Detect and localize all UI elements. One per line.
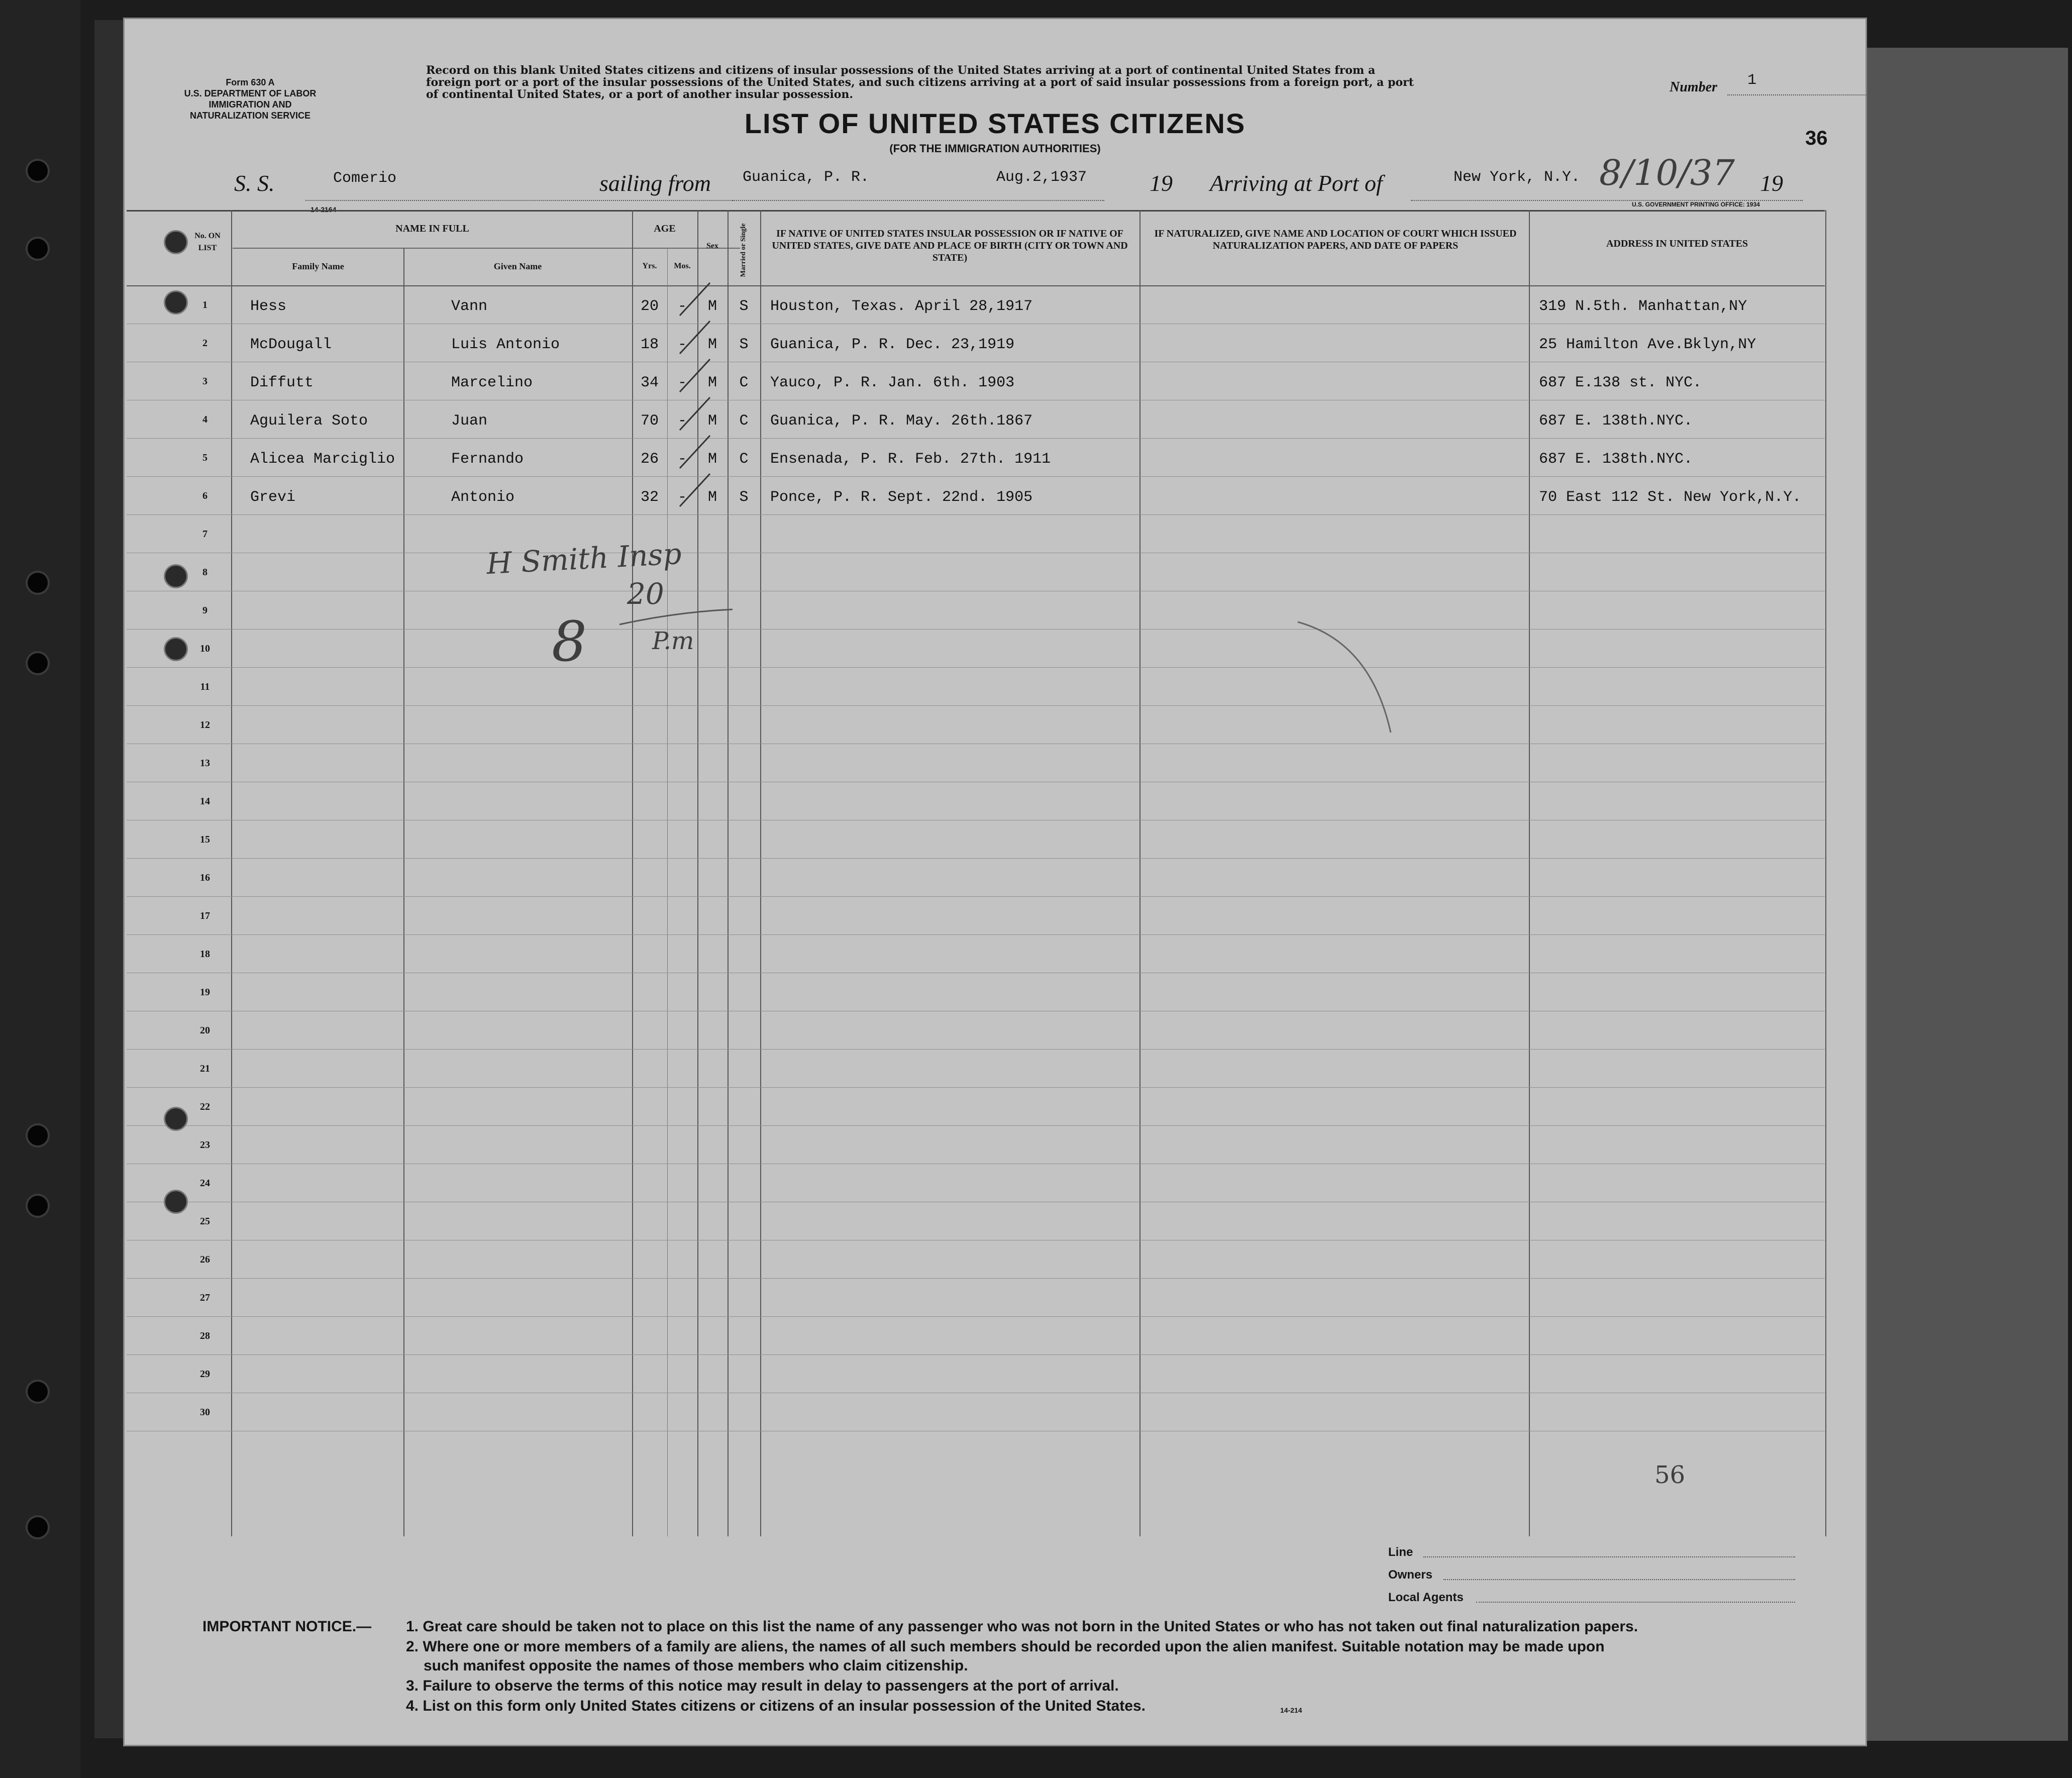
passenger-marital: S bbox=[739, 298, 749, 315]
passenger-marital: C bbox=[739, 451, 749, 468]
passenger-mos: - bbox=[677, 451, 687, 468]
row-number: 18 bbox=[200, 949, 210, 960]
row-number: 10 bbox=[200, 643, 210, 654]
binder-hole bbox=[28, 653, 48, 673]
arriving-label: Arriving at Port of bbox=[1210, 170, 1383, 196]
passenger-sex: M bbox=[707, 489, 717, 506]
col-divider bbox=[728, 210, 729, 1536]
passenger-mos: - bbox=[677, 336, 687, 353]
passenger-address: 687 E.138 st. NYC. bbox=[1539, 374, 1702, 391]
passenger-address: 70 East 112 St. New York,N.Y. bbox=[1539, 489, 1802, 506]
row-number: 2 bbox=[202, 338, 208, 349]
passenger-yrs: 70 bbox=[640, 412, 659, 430]
check-mark bbox=[675, 278, 715, 318]
passenger-sex: M bbox=[707, 336, 717, 353]
notice-2-cont: such manifest opposite the names of those members who claim citizenship. bbox=[424, 1657, 968, 1674]
passenger-birth: Yauco, P. R. Jan. 6th. 1903 bbox=[770, 374, 1015, 391]
row-rule bbox=[127, 476, 1825, 477]
passenger-address: 25 Hamilton Ave.Bklyn,NY bbox=[1539, 336, 1756, 353]
row-number: 7 bbox=[202, 529, 208, 540]
owners-label: Owners bbox=[1388, 1568, 1433, 1582]
binder-hole bbox=[28, 1125, 48, 1145]
punch-hole bbox=[164, 564, 188, 588]
passenger-yrs: 20 bbox=[640, 298, 659, 315]
ss-label: S. S. bbox=[234, 170, 275, 196]
passenger-birth: Ensenada, P. R. Feb. 27th. 1911 bbox=[770, 451, 1051, 468]
arrival-date-handwritten: 8/10/37 bbox=[1599, 152, 1735, 193]
passenger-address: 687 E. 138th.NYC. bbox=[1539, 412, 1693, 430]
ship-name: Comerio bbox=[333, 170, 397, 187]
local-agents-label: Local Agents bbox=[1388, 1591, 1464, 1604]
row-number: 27 bbox=[200, 1292, 210, 1303]
passenger-given: Marcelino bbox=[451, 374, 533, 391]
number-label: Number bbox=[1670, 79, 1717, 95]
passenger-sex: M bbox=[707, 412, 717, 430]
page-stamp: 36 bbox=[1805, 127, 1828, 149]
printer-code: 14-2164 bbox=[310, 205, 337, 214]
header-yrs: Yrs. bbox=[642, 262, 657, 270]
binder-hole bbox=[28, 573, 48, 593]
notice-title: IMPORTANT NOTICE.— bbox=[202, 1618, 372, 1635]
check-mark bbox=[675, 469, 715, 509]
intro-paragraph bbox=[426, 64, 1712, 100]
row-rule bbox=[127, 1125, 1825, 1126]
row-rule bbox=[127, 705, 1825, 706]
number-value: 1 bbox=[1747, 72, 1757, 89]
passenger-yrs: 32 bbox=[640, 489, 659, 506]
header-no-on-list: No. ON LIST bbox=[194, 232, 221, 252]
punch-hole bbox=[164, 1107, 188, 1131]
row-number: 21 bbox=[200, 1063, 210, 1074]
passenger-address: 687 E. 138th.NYC. bbox=[1539, 451, 1693, 468]
passenger-mos: - bbox=[677, 489, 687, 506]
row-rule bbox=[127, 667, 1825, 668]
header-bottom-border bbox=[127, 285, 1825, 286]
passenger-given: Vann bbox=[451, 298, 488, 315]
row-number: 15 bbox=[200, 834, 210, 845]
row-number: 20 bbox=[200, 1025, 210, 1036]
col-divider bbox=[403, 248, 404, 1536]
header-sex: Sex bbox=[706, 242, 718, 250]
binder-hole bbox=[28, 1382, 48, 1402]
header-mos: Mos. bbox=[674, 262, 691, 270]
header-married-single: Married or Single bbox=[740, 223, 747, 277]
passenger-yrs: 18 bbox=[640, 336, 659, 353]
dept-line: NATURALIZATION SERVICE bbox=[189, 111, 310, 121]
year-label-1: 19 bbox=[1150, 170, 1173, 196]
row-rule bbox=[127, 629, 1825, 630]
punch-hole bbox=[164, 290, 188, 315]
passenger-given: Fernando bbox=[451, 451, 524, 468]
row-number: 25 bbox=[200, 1216, 210, 1227]
row-rule bbox=[127, 1316, 1825, 1317]
row-rule bbox=[127, 934, 1825, 935]
row-number: 30 bbox=[200, 1407, 210, 1418]
passenger-yrs: 26 bbox=[640, 451, 659, 468]
handwritten-stroke bbox=[617, 602, 738, 632]
header-given-name: Given Name bbox=[493, 261, 542, 271]
date-sailed: Aug.2,1937 bbox=[996, 169, 1087, 186]
row-number: 19 bbox=[200, 987, 210, 998]
row-rule bbox=[127, 438, 1825, 439]
handwritten-initials: P.m bbox=[652, 627, 694, 655]
arrival-port: New York, N.Y. bbox=[1454, 169, 1581, 186]
row-number: 26 bbox=[200, 1254, 210, 1265]
row-number: 3 bbox=[202, 376, 208, 387]
passenger-mos: - bbox=[677, 298, 687, 315]
from-port: Guanica, P. R. bbox=[743, 169, 870, 186]
passenger-given: Luis Antonio bbox=[451, 336, 560, 353]
line-label: Line bbox=[1388, 1545, 1413, 1559]
row-number: 8 bbox=[202, 567, 208, 578]
passenger-sex: M bbox=[707, 374, 717, 391]
passenger-marital: S bbox=[739, 336, 749, 353]
passenger-given: Antonio bbox=[451, 489, 515, 506]
row-rule bbox=[127, 896, 1825, 897]
gpo-line: U.S. GOVERNMENT PRINTING OFFICE: 1934 bbox=[1632, 201, 1760, 208]
passenger-family: Hess bbox=[250, 298, 287, 315]
row-number: 17 bbox=[200, 910, 210, 921]
number-line bbox=[1727, 94, 1898, 95]
owners-field bbox=[1443, 1579, 1795, 1580]
row-number: 29 bbox=[200, 1369, 210, 1380]
col-divider bbox=[1825, 210, 1826, 1536]
form-code: 14-214 bbox=[1280, 1706, 1302, 1714]
sheet-number-handwritten: 56 bbox=[1654, 1461, 1686, 1489]
punch-hole bbox=[164, 637, 188, 661]
subheader-border bbox=[233, 248, 740, 249]
header-name-in-full: NAME IN FULL bbox=[395, 223, 469, 234]
intro-line: foreign port or a port of the insular possessions of the United States, and such citizens arriving at a port of said insular possessions from a foreign port, a port bbox=[426, 76, 1414, 89]
passenger-family: Grevi bbox=[250, 489, 296, 506]
passenger-family: Aguilera Soto bbox=[250, 412, 368, 430]
dept-line: IMMIGRATION AND bbox=[209, 99, 292, 110]
sailing-label: sailing from bbox=[599, 170, 711, 196]
passenger-mos: - bbox=[677, 412, 687, 430]
row-number: 9 bbox=[202, 605, 208, 616]
passenger-marital: C bbox=[739, 412, 749, 430]
binder-hole bbox=[28, 239, 48, 259]
header-address: ADDRESS IN UNITED STATES bbox=[1606, 238, 1748, 249]
binder-hole bbox=[28, 161, 48, 181]
sheet-binding-edge bbox=[94, 20, 125, 1738]
manifest-sheet bbox=[123, 18, 1867, 1746]
passenger-sex: M bbox=[707, 298, 717, 315]
row-number: 28 bbox=[200, 1330, 210, 1341]
row-rule bbox=[127, 1049, 1825, 1050]
local-agents-field bbox=[1476, 1602, 1795, 1603]
passenger-mos: - bbox=[677, 374, 687, 391]
row-number: 24 bbox=[200, 1178, 210, 1189]
col-divider bbox=[760, 210, 761, 1536]
notice-2: 2. Where one or more members of a family are aliens, the names of all such members should be recorded upon the alien manifest. Suitable notation may be made upon bbox=[406, 1638, 1605, 1655]
row-number: 5 bbox=[202, 452, 208, 463]
row-rule bbox=[127, 1087, 1825, 1088]
passenger-family: Alicea Marciglio bbox=[250, 451, 395, 468]
header-birth: IF NATIVE OF UNITED STATES INSULAR POSSESSION OR IF NATIVE OF UNITED STATES, GIVE DATE AND PLACE OF BIRTH (CITY OR TOWN AND STATE) bbox=[772, 228, 1128, 263]
row-number: 23 bbox=[200, 1139, 210, 1151]
col-divider bbox=[231, 210, 232, 1536]
row-number: 6 bbox=[202, 490, 208, 501]
dept-line: U.S. DEPARTMENT OF LABOR bbox=[184, 88, 317, 98]
line-field bbox=[1423, 1556, 1795, 1557]
passenger-given: Juan bbox=[451, 412, 488, 430]
check-mark bbox=[675, 431, 715, 471]
passenger-family: McDougall bbox=[250, 336, 332, 353]
inspector-signature: H Smith Insp bbox=[485, 536, 683, 581]
passenger-birth: Houston, Texas. April 28,1917 bbox=[770, 298, 1033, 315]
check-mark bbox=[675, 392, 715, 433]
binder-strip bbox=[0, 0, 80, 1778]
page-subtitle: (FOR THE IMMIGRATION AUTHORITIES) bbox=[889, 142, 1101, 155]
binder-hole bbox=[28, 1517, 48, 1537]
ship-line bbox=[305, 200, 733, 201]
intro-line: of continental United States, or a port of another insular possession. bbox=[426, 88, 854, 101]
row-number: 14 bbox=[200, 796, 210, 807]
punch-hole bbox=[164, 230, 188, 254]
check-mark bbox=[675, 316, 715, 356]
row-number: 4 bbox=[202, 414, 208, 425]
check-mark bbox=[675, 354, 715, 394]
passenger-sex: M bbox=[707, 451, 717, 468]
stray-pen-mark bbox=[1295, 617, 1396, 738]
col-divider bbox=[1139, 210, 1141, 1536]
passenger-family: Diffutt bbox=[250, 374, 314, 391]
row-number: 16 bbox=[200, 872, 210, 883]
passenger-birth: Ponce, P. R. Sept. 22nd. 1905 bbox=[770, 489, 1033, 506]
row-rule bbox=[127, 514, 1825, 515]
col-divider bbox=[667, 248, 668, 1536]
row-rule bbox=[127, 1278, 1825, 1279]
passenger-address: 319 N.5th. Manhattan,NY bbox=[1539, 298, 1747, 315]
table-top-border bbox=[127, 210, 1825, 212]
passenger-yrs: 34 bbox=[640, 374, 659, 391]
page-title: LIST OF UNITED STATES CITIZENS bbox=[744, 108, 1246, 139]
header-age: AGE bbox=[654, 223, 676, 234]
from-port-line bbox=[733, 200, 1104, 201]
form-number: Form 630 A bbox=[226, 77, 275, 87]
punch-hole bbox=[164, 1190, 188, 1214]
handwritten-count-20: 20 bbox=[627, 577, 664, 611]
header-naturalized: IF NATURALIZED, GIVE NAME AND LOCATION OF COURT WHICH ISSUED NATURALIZATION PAPERS, AND DATE OF PAPERS bbox=[1154, 228, 1517, 251]
underlying-page bbox=[1859, 48, 2068, 1741]
passenger-birth: Guanica, P. R. May. 26th.1867 bbox=[770, 412, 1033, 430]
notice-1: 1. Great care should be taken not to place on this list the name of any passenger who was not born in the United States or who has not taken out final naturalization papers. bbox=[406, 1618, 1638, 1635]
year-label-2: 19 bbox=[1760, 170, 1783, 196]
handwritten-count-8: 8 bbox=[552, 609, 587, 674]
header-family-name: Family Name bbox=[292, 261, 344, 271]
binder-hole bbox=[28, 1196, 48, 1216]
notice-4: 4. List on this form only United States citizens or citizens of an insular possession of the United States. bbox=[406, 1698, 1146, 1714]
passenger-marital: S bbox=[739, 489, 749, 506]
col-divider bbox=[1529, 210, 1530, 1536]
row-number: 22 bbox=[200, 1101, 210, 1112]
row-rule bbox=[127, 1354, 1825, 1355]
intro-line: Record on this blank United States citizens and citizens of insular possessions of the United States arriving at a port of continental United States from a bbox=[426, 64, 1376, 77]
row-rule bbox=[127, 858, 1825, 859]
row-number: 13 bbox=[200, 758, 210, 769]
row-number: 1 bbox=[202, 299, 208, 310]
passenger-birth: Guanica, P. R. Dec. 23,1919 bbox=[770, 336, 1015, 353]
row-number: 11 bbox=[200, 681, 210, 692]
passenger-marital: C bbox=[739, 374, 749, 391]
notice-3: 3. Failure to observe the terms of this notice may result in delay to passengers at the port of arrival. bbox=[406, 1678, 1119, 1694]
row-number: 12 bbox=[200, 719, 210, 730]
col-divider bbox=[632, 210, 633, 1536]
